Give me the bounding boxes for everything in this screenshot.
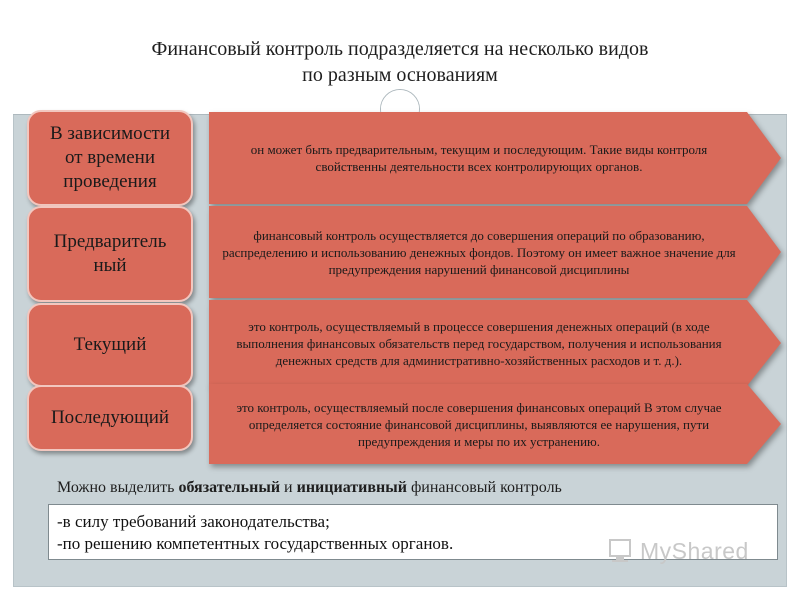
note-bold-initiative: инициативный xyxy=(296,479,407,496)
description-arrow-time xyxy=(209,112,781,204)
category-label: В зависимости от времени проведения xyxy=(49,123,170,192)
description-text: это контроль, осуществляемый после совершения финансовых операций В этом случае определяется состояние финансовой дисциплины, выявляются ее нарушения, пути предупреждения и меры по их устранению. xyxy=(236,399,722,449)
category-box-current xyxy=(27,303,193,387)
description-arrow-subsequent xyxy=(209,384,781,464)
title-line-2: по разным основаниям xyxy=(302,64,498,86)
category-label: Текущий xyxy=(73,334,147,355)
description-text: финансовый контроль осуществляется до совершения операций по образованию, распределению и использованию денежных фондов. Поэтому он имеет важное значение для предупреждения нарушений финансовой дисциплины xyxy=(222,227,736,277)
note-prefix: Можно выделить xyxy=(57,479,179,496)
myshared-logo-icon xyxy=(608,536,636,566)
category-box-subsequent xyxy=(27,385,193,451)
slide-title xyxy=(60,36,740,88)
category-label: Последующий xyxy=(50,407,170,428)
watermark-text: MyShared xyxy=(640,538,749,564)
title-line-1: Финансовый контроль подразделяется на несколько видов xyxy=(151,38,649,60)
note-middle: и xyxy=(280,479,297,496)
description-text: это контроль, осуществляемый в процессе совершения денежных операций (в ходе выполнения финансовых обязательств перед государством, получения и использования денежных средств для административно-хозяйственных расходов и т. д.). xyxy=(236,318,722,368)
note-line xyxy=(57,479,562,497)
category-box-preliminary xyxy=(27,206,193,302)
list-item: -по решению компетентных государственных органов. xyxy=(57,534,454,553)
note-bold-mandatory: обязательный xyxy=(178,479,281,496)
note-suffix: финансовый контроль xyxy=(406,479,562,496)
description-text: он может быть предварительным, текущим и последующим. Такие виды контроля свойственны деятельности всех контролирующих органов. xyxy=(250,142,708,174)
category-box-time xyxy=(27,110,193,206)
description-arrow-preliminary xyxy=(209,206,781,298)
list-item: -в силу требований законодательства; xyxy=(57,512,330,531)
description-arrow-current xyxy=(209,300,781,386)
category-label: Предваритель ный xyxy=(53,231,167,276)
